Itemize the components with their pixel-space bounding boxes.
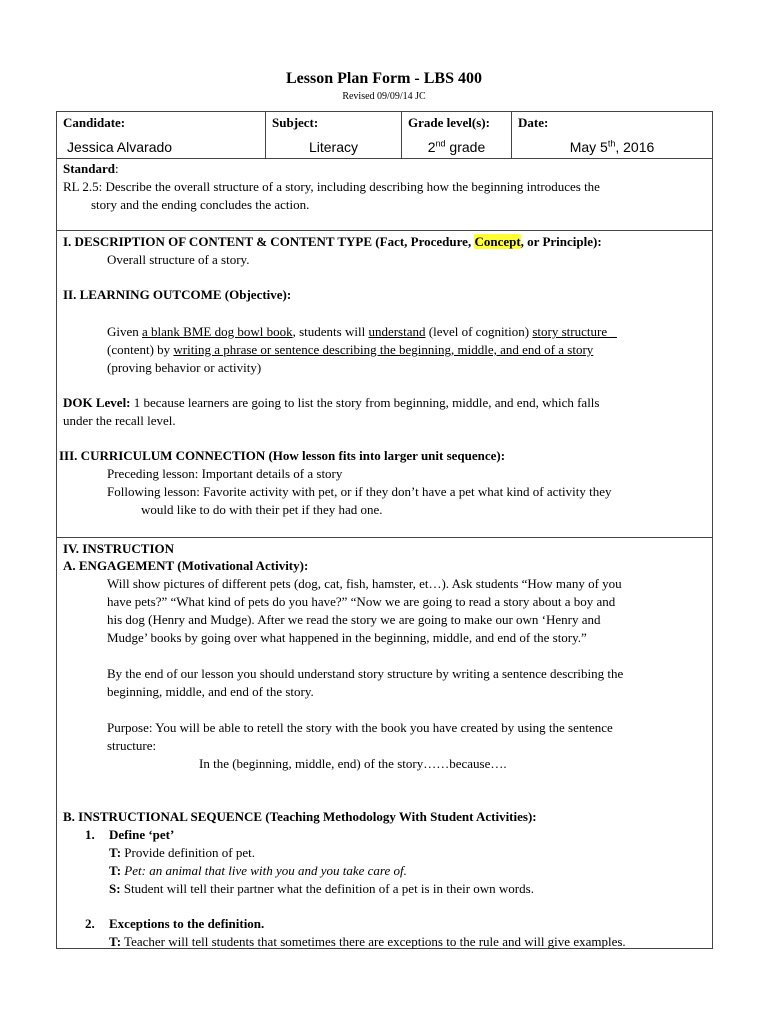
standard-section <box>57 159 712 231</box>
section1-heading: I. DESCRIPTION OF CONTENT & CONTENT TYPE (Fact, Procedure, Concept, or Principle): <box>63 234 602 249</box>
step1-teacher: T: Provide definition of pet. <box>109 845 255 860</box>
engagement-line3: his dog (Henry and Mudge). After we read the story we are going to make our own ‘Henry and <box>107 612 601 627</box>
engagement-line5: By the end of our lesson you should understand story structure by writing a sentence describing the <box>107 666 624 681</box>
instruction-section <box>57 538 712 950</box>
date-label: Date: <box>518 115 549 130</box>
standard-text-line2: story and the ending concludes the action. <box>91 197 310 212</box>
sentence-frame: In the (beginning, middle, end) of the story……because…. <box>199 756 507 771</box>
engagement-heading: A. ENGAGEMENT (Motivational Activity): <box>63 558 309 573</box>
step1-title: Define ‘pet’ <box>109 827 175 842</box>
header-row <box>57 112 712 159</box>
engagement-line2: have pets?” “What kind of pets do you have?” “Now we are going to read a story about a boy and <box>107 594 616 609</box>
objective-line3: (proving behavior or activity) <box>107 360 262 375</box>
section3-heading: III. CURRICULUM CONNECTION (How lesson fits into larger unit sequence): <box>59 448 506 463</box>
step2-title: Exceptions to the definition. <box>109 916 265 931</box>
revision-note: Revised 09/09/14 JC <box>342 91 426 102</box>
candidate-cell <box>57 112 266 158</box>
standard-label: Standard: <box>63 161 119 176</box>
section4-heading: IV. INSTRUCTION <box>63 541 175 556</box>
date-cell <box>512 112 712 158</box>
grade-label: Grade level(s): <box>408 115 490 130</box>
following-lesson-line2: would like to do with their pet if they had one. <box>141 502 383 517</box>
step2-number: 2. <box>85 916 95 931</box>
step1-number: 1. <box>85 827 95 842</box>
section1-text: Overall structure of a story. <box>107 252 250 267</box>
date-value: May 5th, 2016 <box>569 138 655 155</box>
engagement-line4: Mudge’ books by going over what happened in the beginning, middle, and end of the story.” <box>107 630 587 645</box>
objective-line2: (content) by writing a phrase or sentence describing the beginning, middle, and end of a story <box>107 342 594 357</box>
grade-cell <box>402 112 512 158</box>
standard-text-line1: RL 2.5: Describe the overall structure of a story, including describing how the beginning introduces the <box>63 179 600 194</box>
engagement-line1: Will show pictures of different pets (dog, cat, fish, hamster, et…). Ask students “How many of you <box>107 576 622 591</box>
step1-teacher-definition: T: Pet: an animal that live with you and you take care of. <box>109 863 407 878</box>
purpose-line1: Purpose: You will be able to retell the story with the book you have created by using the sentence <box>107 720 613 735</box>
section2-heading: II. LEARNING OUTCOME (Objective): <box>63 287 292 302</box>
step1-student: S: Student will tell their partner what the definition of a pet is in their own words. <box>109 881 534 896</box>
subject-label: Subject: <box>272 115 319 130</box>
content-sections <box>57 231 712 538</box>
preceding-lesson: Preceding lesson: Important details of a story <box>107 466 343 481</box>
concept-highlight: Concept <box>474 234 521 249</box>
candidate-value: Jessica Alvarado <box>67 139 173 155</box>
objective-line1: Given a blank BME dog bowl book, students will understand (level of cognition) story structure _ <box>107 324 617 339</box>
grade-value: 2nd grade <box>427 138 486 155</box>
following-lesson-line1: Following lesson: Favorite activity with pet, or if they don’t have a pet what kind of activity they <box>107 484 612 499</box>
sequence-heading: B. INSTRUCTIONAL SEQUENCE (Teaching Methodology With Student Activities): <box>63 809 537 824</box>
dok-level-line2: under the recall level. <box>63 413 176 428</box>
purpose-line2: structure: <box>107 738 157 753</box>
subject-value: Literacy <box>308 139 359 155</box>
lesson-plan-form <box>56 111 713 949</box>
subject-cell <box>266 112 402 158</box>
document-title: Lesson Plan Form - LBS 400 <box>285 70 482 87</box>
engagement-line6: beginning, middle, and end of the story. <box>107 684 314 699</box>
dok-level-line1: DOK Level: 1 because learners are going to list the story from beginning, middle, and end, which falls <box>63 395 600 410</box>
candidate-label: Candidate: <box>63 115 126 130</box>
step2-teacher: T: Teacher will tell students that sometimes there are exceptions to the rule and will give examples. <box>109 934 626 949</box>
